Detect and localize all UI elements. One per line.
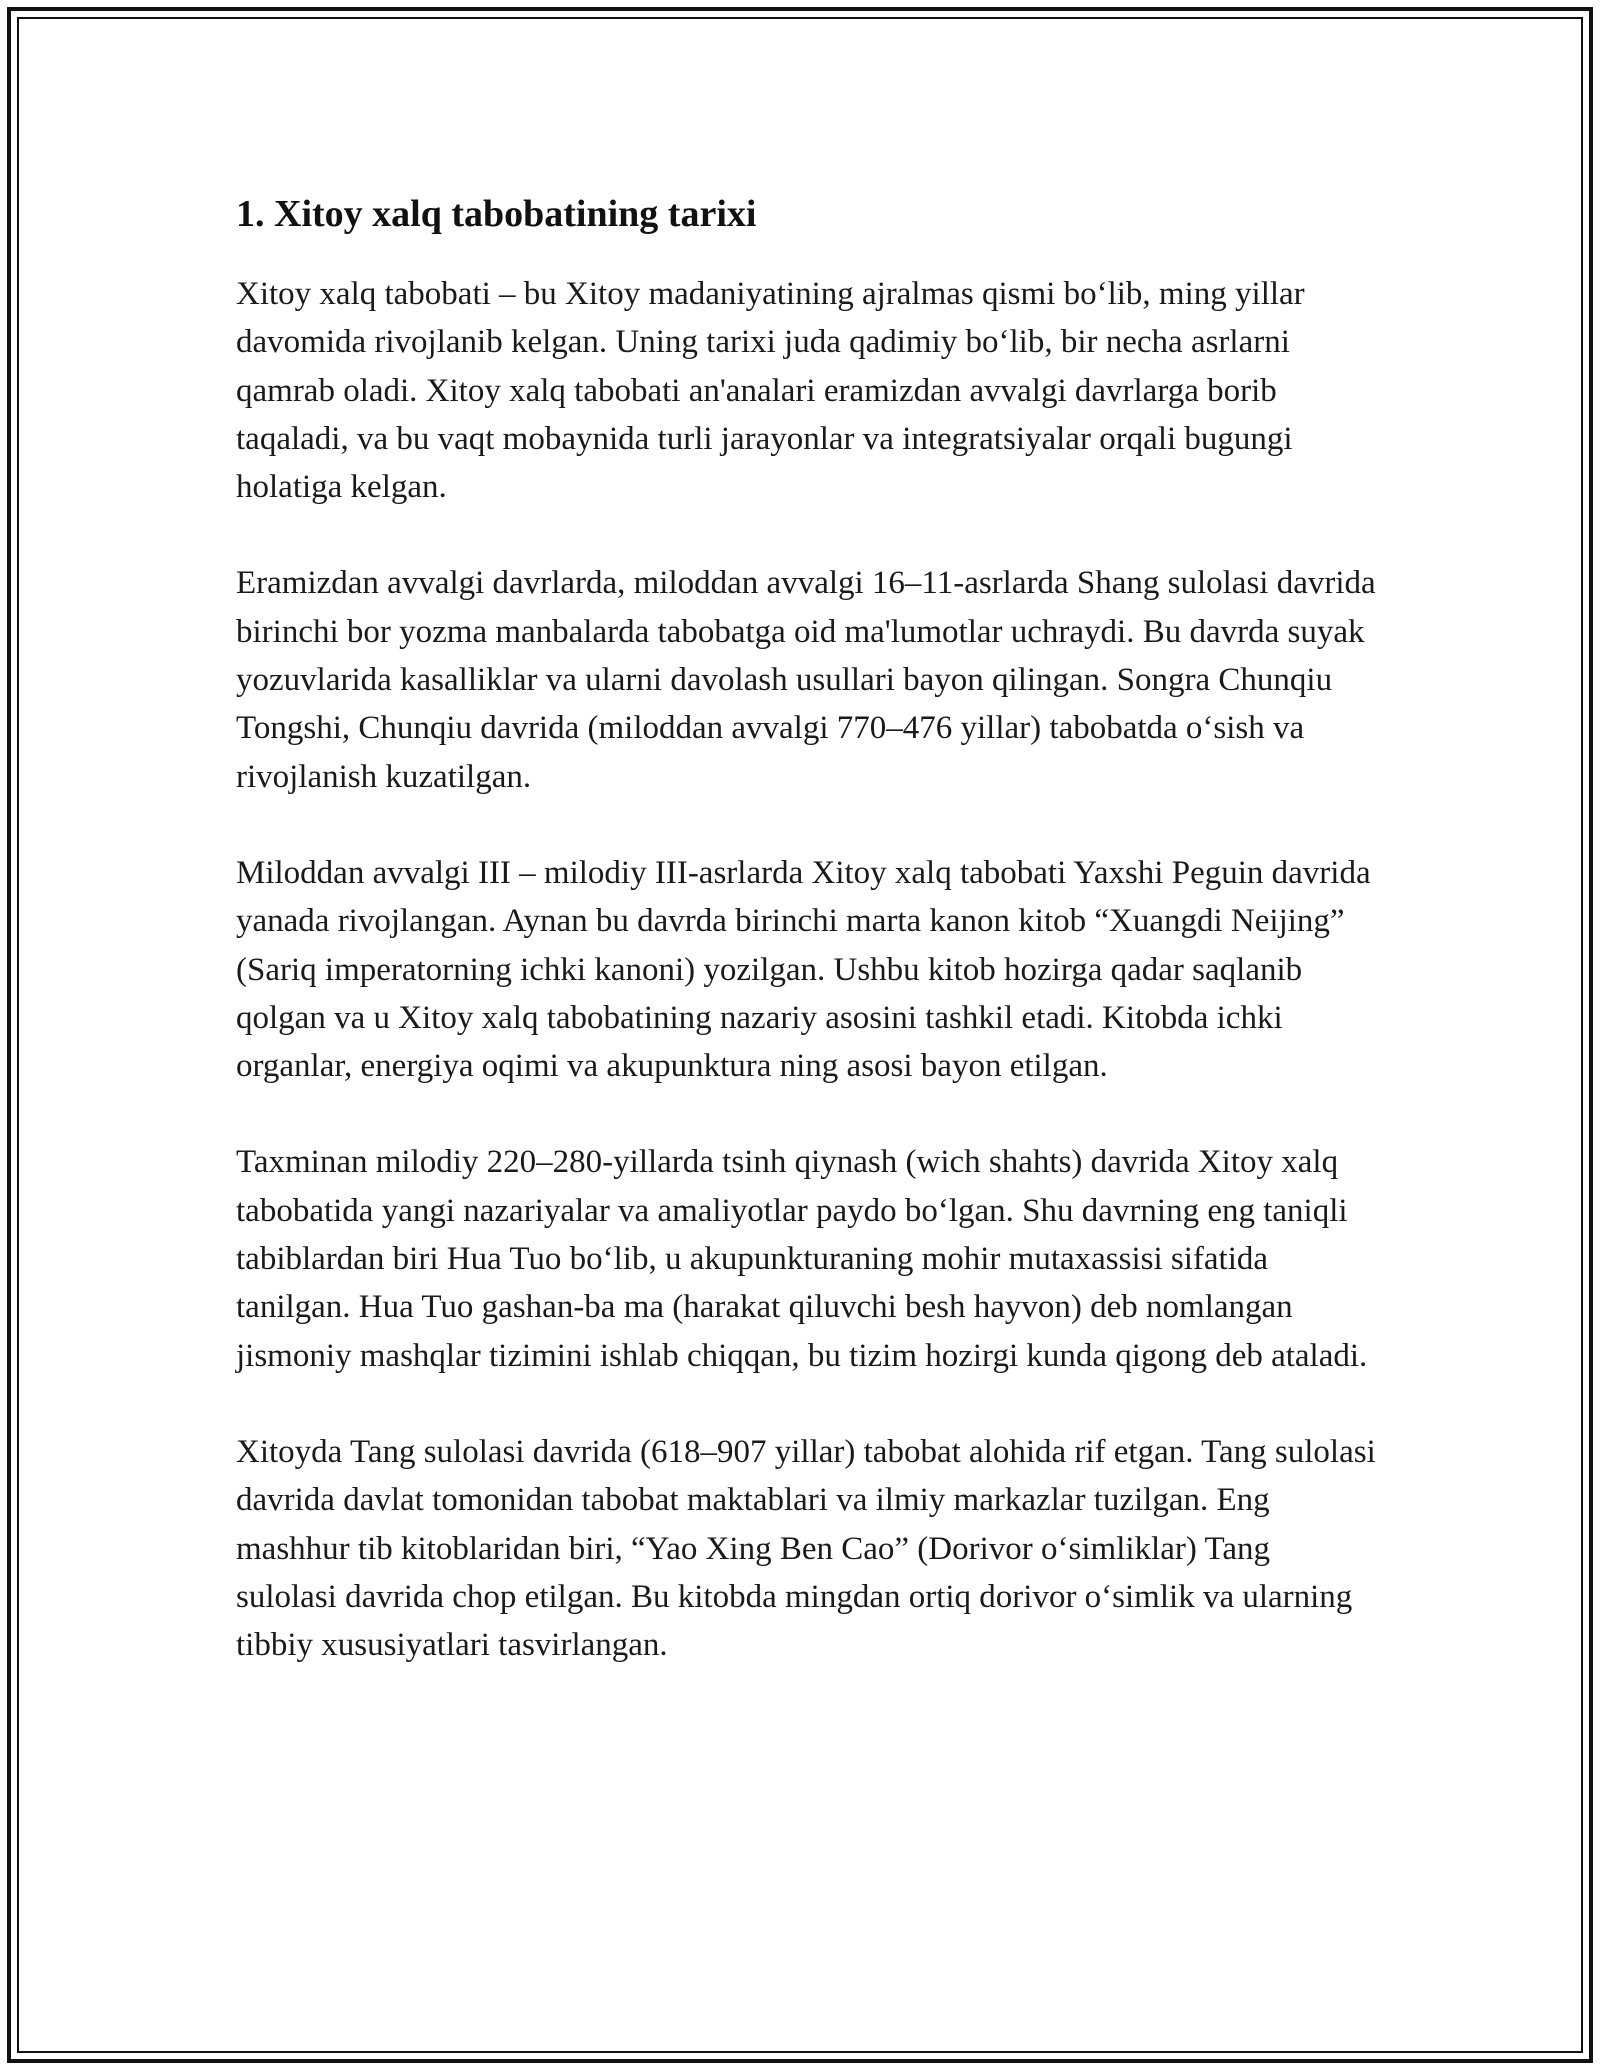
paragraph-hua-tuo: Taxminan milodiy 220–280-yillarda tsinh qiynash (wich shahts) davrida Xitoy xalq tabobatida yangi nazariyalar va amaliyotlar paydo bo‘lgan. Shu davrning eng taniqli tabiblardan biri Hua Tuo bo‘lib, u akupunkturaning mohir mutaxassisi sifatida tanilgan. Hua Tuo gashan-ba ma (harakat qiluvchi besh hayvon) deb nomlangan jismoniy mashqlar tizimini ishlab chiqqan, bu tizim hozirgi kunda qigong deb ataladi. [236, 1144, 1368, 1374]
paragraph-intro: Xitoy xalq tabobati – bu Xitoy madaniyatining ajralmas qismi bo‘lib, ming yillar davomida rivojlanib kelgan. Uning tarixi juda qadimiy bo‘lib, bir necha asrlarni qamrab oladi. Xitoy xalq tabobati an'analari eramizdan avvalgi davrlarga borib taqaladi, va bu vaqt mobaynida turli jarayonlar va integratsiyalar orqali bugungi holatiga kelgan. [236, 276, 1305, 506]
document-body [236, 188, 1376, 1717]
paragraph-tang-dynasty: Xitoyda Tang sulolasi davrida (618–907 yillar) tabobat alohida rif etgan. Tang sulolasi davrida davlat tomonidan tabobat maktablari va ilmiy markazlar tuzilgan. Eng mashhur tib kitoblaridan biri, “Yao Xing Ben Cao” (Dorivor o‘simliklar) Tang sulolasi davrida chop etilgan. Bu kitobda mingdan ortiq dorivor o‘simlik va ularning tibbiy xususiyatlari tasvirlangan. [236, 1433, 1376, 1664]
paragraph-huangdi-neijing: Miloddan avvalgi III – milodiy III-asrlarda Xitoy xalq tabobati Yaxshi Peguin davrida yanada rivojlangan. Aynan bu davrda birinchi marta kanon kitob “Xuangdi Neijing” (Sariq imperatorning ichki kanoni) yozilgan. Ushbu kitob hozirga qadar saqlanib qolgan va u Xitoy xalq tabobatining nazariy asosini tashkil etadi. Kitobda ichki organlar, energiya oqimi va akupunktura ning asosi bayon etilgan. [236, 854, 1371, 1085]
section-heading: 1. Xitoy xalq tabobatining tarixi [236, 193, 757, 235]
paragraph-shang-dynasty: Eramizdan avvalgi davrlarda, miloddan avvalgi 16–11-asrlarda Shang sulolasi davrida birinchi bor yozma manbalarda tabobatga oid ma'lumotlar uchraydi. Bu davrda suyak yozuvlarida kasalliklar va ularni davolash usullari bayon qilingan. Songra Chunqiu Tongshi, Chunqiu davrida (miloddan avvalgi 770–476 yillar) tabobatda o‘sish va rivojlanish kuzatilgan. [236, 565, 1376, 795]
